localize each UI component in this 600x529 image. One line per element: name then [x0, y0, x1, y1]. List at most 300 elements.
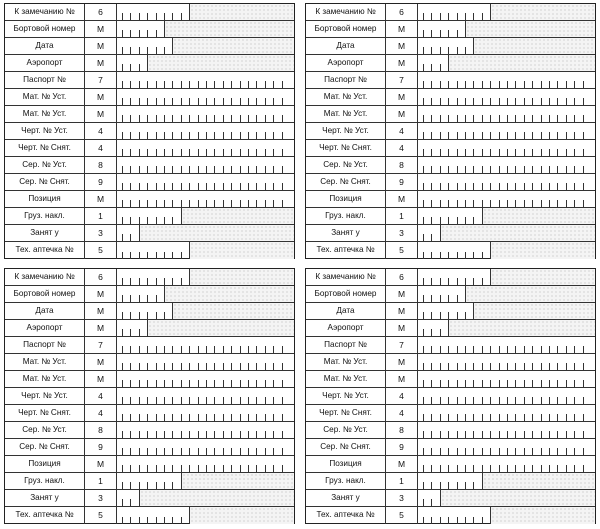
char-tick — [431, 13, 432, 20]
entry-field[interactable] — [418, 55, 595, 71]
char-tick — [583, 363, 584, 370]
char-tick — [557, 363, 558, 370]
entry-field[interactable] — [418, 4, 595, 20]
char-tick — [282, 166, 283, 173]
entry-field[interactable] — [117, 242, 294, 259]
form-row — [306, 371, 595, 388]
entry-field[interactable] — [117, 388, 294, 404]
char-tick — [122, 517, 123, 524]
char-tick — [189, 200, 190, 207]
entry-field[interactable] — [418, 174, 595, 190]
char-tick — [465, 414, 466, 421]
char-tick — [172, 397, 173, 404]
char-tick — [473, 183, 474, 190]
char-tick — [164, 517, 165, 524]
char-tick — [130, 166, 131, 173]
row-code: 7 — [85, 72, 117, 88]
row-code: 7 — [386, 72, 418, 88]
char-tick — [440, 13, 441, 20]
entry-field[interactable] — [117, 38, 294, 54]
char-tick — [448, 149, 449, 156]
char-tick — [231, 115, 232, 122]
char-tick — [130, 217, 131, 224]
char-tick — [507, 380, 508, 387]
entry-field[interactable] — [418, 157, 595, 173]
char-tick — [574, 363, 575, 370]
char-tick — [465, 448, 466, 455]
char-tick — [440, 183, 441, 190]
char-tick — [490, 98, 491, 105]
char-tick — [231, 465, 232, 472]
form-row — [306, 388, 595, 405]
char-tick — [499, 465, 500, 472]
char-tick — [541, 397, 542, 404]
char-tick — [482, 252, 483, 259]
char-tick — [431, 252, 432, 259]
char-tick — [122, 482, 123, 489]
char-tick — [181, 166, 182, 173]
row-code: 9 — [85, 439, 117, 455]
char-tick — [557, 132, 558, 139]
char-tick — [231, 431, 232, 438]
char-tick — [423, 183, 424, 190]
char-tick — [231, 380, 232, 387]
char-tick — [122, 278, 123, 285]
entry-field[interactable] — [117, 490, 294, 506]
char-tick — [557, 200, 558, 207]
char-tick — [256, 363, 257, 370]
form-row — [5, 140, 294, 157]
entry-field[interactable] — [418, 225, 595, 241]
char-tick — [457, 312, 458, 319]
unused-area — [147, 320, 294, 336]
char-tick — [198, 200, 199, 207]
char-tick — [457, 465, 458, 472]
entry-field[interactable] — [418, 106, 595, 122]
entry-field[interactable] — [418, 405, 595, 421]
entry-field[interactable] — [418, 38, 595, 54]
char-tick — [206, 200, 207, 207]
char-tick — [223, 414, 224, 421]
entry-field[interactable] — [117, 140, 294, 156]
char-tick — [181, 517, 182, 524]
char-tick — [164, 397, 165, 404]
char-tick — [164, 115, 165, 122]
char-tick — [273, 200, 274, 207]
char-tick — [139, 47, 140, 54]
char-tick — [431, 30, 432, 37]
char-tick — [465, 217, 466, 224]
row-code: 9 — [386, 439, 418, 455]
row-label: Паспорт № — [5, 337, 85, 353]
char-tick — [566, 132, 567, 139]
row-label: Груз. накл. — [5, 208, 85, 224]
entry-field[interactable] — [117, 286, 294, 302]
char-tick — [440, 64, 441, 71]
char-tick — [172, 465, 173, 472]
entry-field[interactable] — [117, 55, 294, 71]
unused-area — [473, 38, 595, 54]
form-row — [306, 507, 595, 524]
entry-field[interactable] — [418, 269, 595, 285]
char-tick — [206, 98, 207, 105]
row-label: К замечанию № — [306, 4, 386, 20]
char-tick — [583, 346, 584, 353]
form-row — [306, 225, 595, 242]
unused-area — [448, 55, 595, 71]
char-tick — [549, 81, 550, 88]
char-tick — [457, 30, 458, 37]
entry-field[interactable] — [418, 72, 595, 88]
entry-field[interactable] — [117, 337, 294, 353]
char-tick — [122, 312, 123, 319]
char-tick — [156, 431, 157, 438]
char-tick — [507, 465, 508, 472]
char-tick — [431, 482, 432, 489]
row-code: M — [386, 55, 418, 71]
entry-field[interactable] — [418, 123, 595, 139]
row-label: Аэропорт — [5, 55, 85, 71]
row-code: M — [85, 286, 117, 302]
char-tick — [524, 183, 525, 190]
char-tick — [440, 414, 441, 421]
char-tick — [473, 448, 474, 455]
entry-field[interactable] — [117, 320, 294, 336]
form-row — [306, 286, 595, 303]
char-tick — [223, 200, 224, 207]
entry-field[interactable] — [418, 371, 595, 387]
char-tick — [181, 278, 182, 285]
char-tick — [214, 380, 215, 387]
char-tick — [448, 517, 449, 524]
row-code: M — [85, 106, 117, 122]
char-tick — [423, 13, 424, 20]
char-tick — [248, 183, 249, 190]
char-tick — [566, 183, 567, 190]
char-tick — [172, 414, 173, 421]
unused-area — [189, 4, 294, 20]
form-row — [306, 38, 595, 55]
char-tick — [206, 166, 207, 173]
entry-field[interactable] — [418, 208, 595, 224]
char-tick — [248, 431, 249, 438]
char-tick — [198, 448, 199, 455]
card-bottom-right — [305, 268, 596, 524]
char-tick — [223, 166, 224, 173]
char-tick — [566, 380, 567, 387]
char-tick — [198, 115, 199, 122]
char-tick — [172, 81, 173, 88]
entry-field[interactable] — [117, 123, 294, 139]
char-tick — [265, 414, 266, 421]
char-tick — [139, 166, 140, 173]
char-tick — [265, 115, 266, 122]
char-tick — [156, 13, 157, 20]
entry-field[interactable] — [117, 21, 294, 37]
char-tick — [431, 98, 432, 105]
row-label: Паспорт № — [306, 72, 386, 88]
entry-field[interactable] — [418, 354, 595, 370]
char-tick — [541, 465, 542, 472]
char-tick — [147, 414, 148, 421]
char-tick — [482, 183, 483, 190]
char-tick — [566, 81, 567, 88]
char-tick — [273, 98, 274, 105]
char-tick — [482, 363, 483, 370]
char-tick — [574, 465, 575, 472]
entry-field[interactable] — [418, 388, 595, 404]
row-label: Занят у — [306, 225, 386, 241]
entry-field[interactable] — [418, 507, 595, 524]
char-tick — [164, 183, 165, 190]
entry-field[interactable] — [117, 405, 294, 421]
char-tick — [248, 397, 249, 404]
char-tick — [130, 149, 131, 156]
char-tick — [240, 166, 241, 173]
char-tick — [482, 448, 483, 455]
char-tick — [130, 448, 131, 455]
char-tick — [440, 517, 441, 524]
char-tick — [440, 132, 441, 139]
char-tick — [423, 47, 424, 54]
char-tick — [465, 363, 466, 370]
char-tick — [431, 132, 432, 139]
entry-field[interactable] — [117, 4, 294, 20]
char-tick — [431, 431, 432, 438]
entry-field[interactable] — [117, 157, 294, 173]
char-tick — [265, 149, 266, 156]
char-tick — [139, 380, 140, 387]
char-tick — [282, 200, 283, 207]
char-tick — [574, 98, 575, 105]
char-tick — [507, 346, 508, 353]
entry-field[interactable] — [418, 140, 595, 156]
char-tick — [473, 517, 474, 524]
char-tick — [181, 380, 182, 387]
char-tick — [223, 465, 224, 472]
char-tick — [122, 13, 123, 20]
entry-field[interactable] — [117, 225, 294, 241]
char-tick — [465, 380, 466, 387]
char-tick — [499, 115, 500, 122]
char-tick — [448, 166, 449, 173]
char-tick — [156, 380, 157, 387]
row-label: Мат. № Уст. — [306, 354, 386, 370]
char-tick — [147, 346, 148, 353]
char-tick — [147, 448, 148, 455]
row-code: M — [85, 303, 117, 319]
char-tick — [122, 30, 123, 37]
entry-field[interactable] — [117, 371, 294, 387]
row-code: 5 — [85, 507, 117, 524]
char-tick — [181, 149, 182, 156]
row-label: Бортовой номер — [5, 286, 85, 302]
char-tick — [231, 166, 232, 173]
char-tick — [147, 30, 148, 37]
char-tick — [181, 448, 182, 455]
row-code: M — [386, 89, 418, 105]
char-tick — [122, 132, 123, 139]
char-tick — [231, 363, 232, 370]
char-tick — [473, 252, 474, 259]
char-tick — [574, 380, 575, 387]
char-tick — [282, 115, 283, 122]
char-tick — [147, 252, 148, 259]
entry-field[interactable] — [418, 439, 595, 455]
entry-field[interactable] — [418, 490, 595, 506]
char-tick — [549, 380, 550, 387]
char-tick — [181, 132, 182, 139]
char-tick — [156, 81, 157, 88]
char-tick — [189, 465, 190, 472]
unused-area — [172, 303, 294, 319]
row-label: Груз. накл. — [306, 208, 386, 224]
char-tick — [541, 81, 542, 88]
entry-field[interactable] — [117, 456, 294, 472]
row-label: Мат. № Уст. — [306, 371, 386, 387]
char-tick — [156, 448, 157, 455]
char-tick — [240, 363, 241, 370]
char-tick — [172, 217, 173, 224]
row-code: M — [85, 456, 117, 472]
char-tick — [130, 431, 131, 438]
entry-field[interactable] — [117, 507, 294, 524]
char-tick — [256, 346, 257, 353]
form-row — [5, 388, 294, 405]
entry-field[interactable] — [418, 286, 595, 302]
entry-field[interactable] — [117, 303, 294, 319]
form-row — [5, 123, 294, 140]
char-tick — [524, 346, 525, 353]
entry-field[interactable] — [117, 106, 294, 122]
entry-field[interactable] — [117, 72, 294, 88]
char-tick — [490, 363, 491, 370]
char-tick — [448, 380, 449, 387]
row-label: Мат. № Уст. — [306, 106, 386, 122]
char-tick — [440, 397, 441, 404]
entry-field[interactable] — [117, 354, 294, 370]
char-tick — [423, 132, 424, 139]
char-tick — [198, 81, 199, 88]
char-tick — [583, 397, 584, 404]
char-tick — [139, 346, 140, 353]
char-tick — [431, 346, 432, 353]
char-tick — [223, 431, 224, 438]
char-tick — [248, 81, 249, 88]
char-tick — [566, 346, 567, 353]
char-tick — [130, 363, 131, 370]
char-tick — [206, 115, 207, 122]
row-code: M — [85, 371, 117, 387]
char-tick — [507, 431, 508, 438]
entry-field[interactable] — [117, 473, 294, 489]
entry-field[interactable] — [418, 21, 595, 37]
char-tick — [256, 200, 257, 207]
form-row — [5, 456, 294, 473]
char-tick — [473, 149, 474, 156]
char-tick — [282, 465, 283, 472]
row-label: Позиция — [306, 191, 386, 207]
char-tick — [566, 115, 567, 122]
row-code: M — [85, 55, 117, 71]
unused-area — [473, 303, 595, 319]
entry-field[interactable] — [418, 242, 595, 259]
char-tick — [583, 465, 584, 472]
char-tick — [147, 482, 148, 489]
entry-field[interactable] — [117, 439, 294, 455]
char-tick — [181, 81, 182, 88]
row-label: Черт. № Снят. — [306, 140, 386, 156]
entry-field[interactable] — [117, 191, 294, 207]
char-tick — [541, 448, 542, 455]
char-tick — [515, 414, 516, 421]
entry-field[interactable] — [117, 89, 294, 105]
char-tick — [507, 200, 508, 207]
entry-field[interactable] — [418, 89, 595, 105]
row-code: 4 — [386, 123, 418, 139]
char-tick — [139, 149, 140, 156]
char-tick — [549, 132, 550, 139]
char-tick — [566, 363, 567, 370]
char-tick — [423, 517, 424, 524]
char-tick — [482, 200, 483, 207]
char-tick — [574, 414, 575, 421]
char-tick — [566, 200, 567, 207]
entry-field[interactable] — [117, 208, 294, 224]
entry-field[interactable] — [117, 422, 294, 438]
char-tick — [541, 414, 542, 421]
char-tick — [256, 132, 257, 139]
char-tick — [156, 482, 157, 489]
entry-field[interactable] — [418, 320, 595, 336]
char-tick — [448, 30, 449, 37]
char-tick — [423, 499, 424, 506]
char-tick — [448, 278, 449, 285]
entry-field[interactable] — [117, 174, 294, 190]
entry-field[interactable] — [418, 303, 595, 319]
char-tick — [541, 200, 542, 207]
row-label: Груз. накл. — [5, 473, 85, 489]
char-tick — [156, 98, 157, 105]
entry-field[interactable] — [418, 191, 595, 207]
entry-field[interactable] — [418, 456, 595, 472]
char-tick — [549, 115, 550, 122]
char-tick — [431, 397, 432, 404]
row-code: 1 — [85, 473, 117, 489]
row-label: Занят у — [5, 490, 85, 506]
row-label: Паспорт № — [5, 72, 85, 88]
char-tick — [583, 414, 584, 421]
char-tick — [566, 414, 567, 421]
entry-field[interactable] — [117, 269, 294, 285]
unused-area — [189, 269, 294, 285]
char-tick — [515, 465, 516, 472]
char-tick — [223, 363, 224, 370]
entry-field[interactable] — [418, 473, 595, 489]
char-tick — [507, 115, 508, 122]
char-tick — [282, 397, 283, 404]
char-tick — [231, 200, 232, 207]
char-tick — [473, 98, 474, 105]
char-tick — [465, 166, 466, 173]
row-code: 7 — [386, 337, 418, 353]
char-tick — [164, 465, 165, 472]
char-tick — [273, 81, 274, 88]
entry-field[interactable] — [418, 337, 595, 353]
entry-field[interactable] — [418, 422, 595, 438]
char-tick — [541, 115, 542, 122]
char-tick — [457, 517, 458, 524]
